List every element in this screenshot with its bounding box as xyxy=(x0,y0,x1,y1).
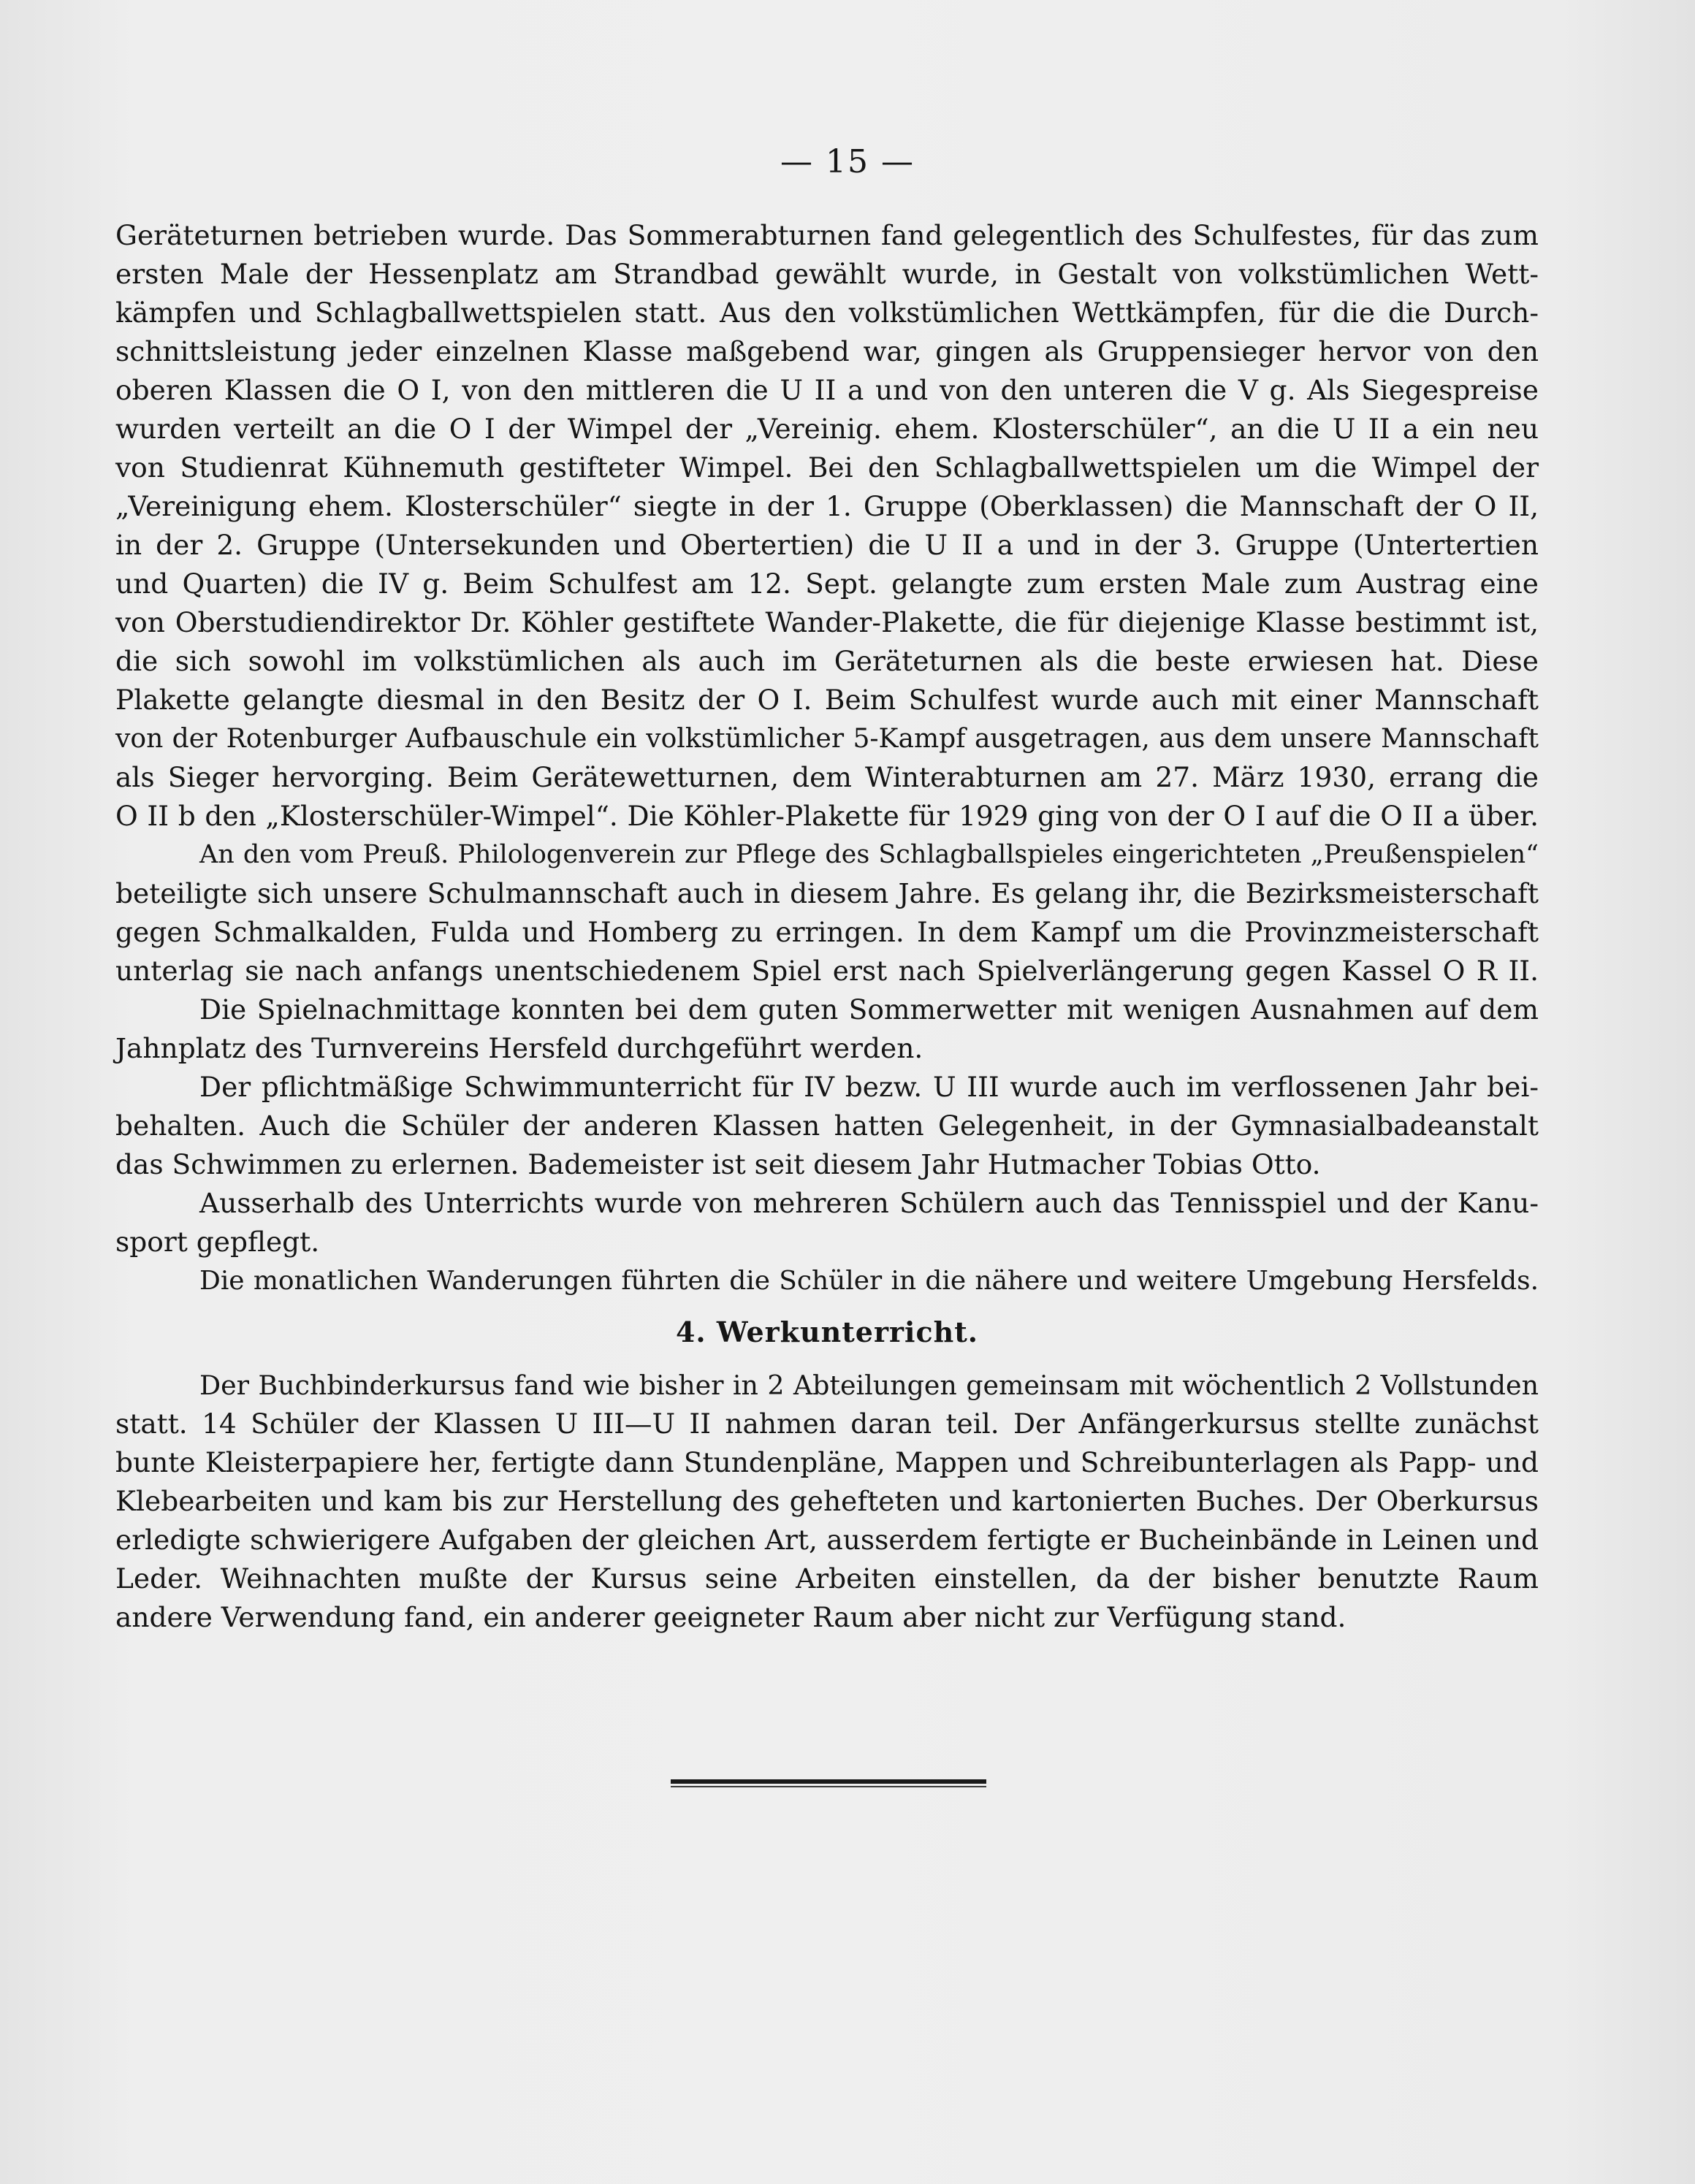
end-rule xyxy=(671,1779,986,1784)
text-line: Jahnplatz des Turnvereins Hersfeld durchgeführt werden. xyxy=(115,1032,923,1064)
text-line: gegen Schmalkalden, Fulda und Homberg zu erringen. In dem Kampf um die Provinzmeisterschaft xyxy=(115,916,1539,948)
text-line: in der 2. Gruppe (Untersekunden und Obertertien) die U II a und in der 3. Gruppe (Untertertien xyxy=(115,529,1539,561)
text-line: von Studienrat Kühnemuth gestifteter Wimpel. Bei den Schlagballwettspielen um die Wimpel der xyxy=(115,451,1539,484)
text-line: Plakette gelangte diesmal in den Besitz der O I. Beim Schulfest wurde auch mit einer Mannschaft xyxy=(115,684,1539,716)
text-line: wurden verteilt an die O I der Wimpel der „Vereinig. ehem. Klosterschüler“, an die U II a ein neu xyxy=(115,413,1539,445)
text-line: Die Spielnachmittage konnten bei dem guten Sommerwetter mit wenigen Ausnahmen auf dem xyxy=(199,993,1539,1026)
text-line: von der Rotenburger Aufbauschule ein volkstümlicher 5-Kampf ausgetragen, aus dem unsere Mannschaft xyxy=(115,723,1539,754)
text-line: kämpfen und Schlagballwettspielen statt. Aus den volkstümlichen Wettkämpfen, für die die Durch- xyxy=(115,297,1539,329)
text-line: beteiligte sich unsere Schulmannschaft auch in diesem Jahre. Es gelang ihr, die Bezirksmeisterschaft xyxy=(115,877,1539,909)
end-rule-thin xyxy=(671,1786,986,1787)
text-line: unterlag sie nach anfangs unentschiedenem Spiel erst nach Spielverlängerung gegen Kassel O R II. xyxy=(115,955,1539,987)
text-line: „Vereinigung ehem. Klosterschüler“ siegte in der 1. Gruppe (Oberklassen) die Mannschaft der O II, xyxy=(115,490,1539,522)
text-line: An den vom Preuß. Philologenverein zur Pflege des Schlagballspieles eingerichteten „Preußenspielen“ xyxy=(199,840,1539,869)
text-line: als Sieger hervorging. Beim Gerätewetturnen, dem Winterabturnen am 27. März 1930, errang die xyxy=(115,761,1539,793)
text-line: Ausserhalb des Unterrichts wurde von mehreren Schülern auch das Tennisspiel und der Kanu- xyxy=(199,1187,1539,1219)
text-line: Geräteturnen betrieben wurde. Das Sommerabturnen fand gelegentlich des Schulfestes, für das zum xyxy=(115,219,1539,251)
section-heading: 4. Werkunterricht. xyxy=(675,1316,978,1348)
text-line: O II b den „Klosterschüler-Wimpel“. Die Köhler-Plakette für 1929 ging von der O I auf die O II a über. xyxy=(115,800,1539,832)
text-line: Der pflichtmäßige Schwimmunterricht für IV bezw. U III wurde auch im verflossenen Jahr bei- xyxy=(199,1071,1539,1103)
body-text xyxy=(115,216,1539,1637)
text-line: behalten. Auch die Schüler der anderen Klassen hatten Gelegenheit, in der Gymnasialbadeanstalt xyxy=(115,1110,1539,1142)
text-line: Die monatlichen Wanderungen führten die Schüler in die nähere und weitere Umgebung Hersfelds. xyxy=(199,1266,1539,1296)
text-line: von Oberstudiendirektor Dr. Köhler gestiftete Wander-Plakette, die für diejenige Klasse bestimmt ist, xyxy=(115,606,1539,638)
text-line: oberen Klassen die O I, von den mittleren die U II a und von den unteren die V g. Als Siegespreise xyxy=(115,374,1539,406)
text-line: sport gepflegt. xyxy=(115,1226,320,1258)
text-line: erledigte schwierigere Aufgaben der gleichen Art, ausserdem fertigte er Bucheinbände in Leinen und xyxy=(115,1524,1539,1556)
text-line: das Schwimmen zu erlernen. Bademeister ist seit diesem Jahr Hutmacher Tobias Otto. xyxy=(115,1148,1321,1180)
text-line: die sich sowohl im volkstümlichen als auch im Geräteturnen als die beste erwiesen hat. Diese xyxy=(115,645,1539,677)
text-line: andere Verwendung fand, ein anderer geeigneter Raum aber nicht zur Verfügung stand. xyxy=(115,1601,1347,1633)
text-line: und Quarten) die IV g. Beim Schulfest am 12. Sept. gelangte zum ersten Male zum Austrag eine xyxy=(115,568,1539,600)
text-line: statt. 14 Schüler der Klassen U III—U II nahmen daran teil. Der Anfängerkursus stellte zunächst xyxy=(115,1408,1539,1440)
page-number: — 15 — xyxy=(780,143,915,180)
text-line: bunte Kleisterpapiere her, fertigte dann Stundenpläne, Mappen und Schreibunterlagen als Papp- und xyxy=(115,1446,1539,1478)
text-line: Klebearbeiten und kam bis zur Herstellung des gehefteten und kartonierten Buches. Der Oberkursus xyxy=(115,1485,1539,1517)
text-line: Der Buchbinderkursus fand wie bisher in 2 Abteilungen gemeinsam mit wöchentlich 2 Vollstunden xyxy=(199,1370,1539,1401)
text-line: Leder. Weihnachten mußte der Kursus seine Arbeiten einstellen, da der bisher benutzte Raum xyxy=(115,1562,1539,1595)
text-line: ersten Male der Hessenplatz am Strandbad gewählt wurde, in Gestalt von volkstümlichen Wett- xyxy=(115,258,1539,290)
text-line: schnittsleistung jeder einzelnen Klasse maßgebend war, gingen als Gruppensieger hervor von den xyxy=(115,335,1539,367)
